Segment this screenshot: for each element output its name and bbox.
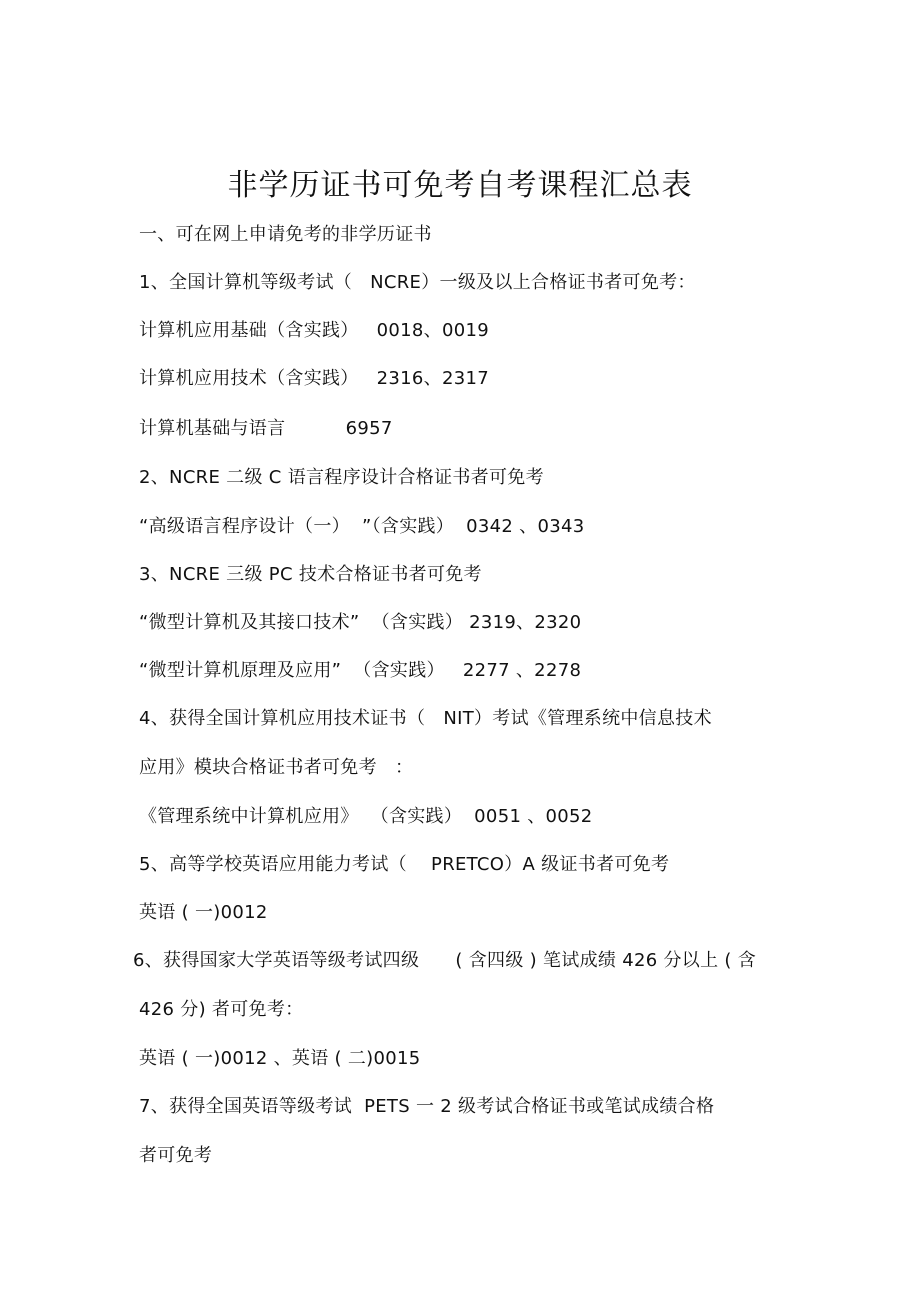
item-6-text: 6、获得国家大学英语等级考试四级 ( 含四级 ) 笔试成绩 426 分以上 ( 含: [133, 950, 757, 971]
item-5-text: 5、高等学校英语应用能力考试（ PRETCO）A 级证书者可免考: [139, 854, 670, 875]
item-4-course: 《管理系统中计算机应用》 （含实践） 0051 、0052: [139, 806, 593, 827]
item-2-text: 2、NCRE 二级 C 语言程序设计合格证书者可免考: [139, 467, 544, 488]
item-6-text-cont: 426 分) 者可免考：: [139, 999, 304, 1020]
item-7-text-cont: 者可免考: [139, 1145, 213, 1166]
item-5-course: 英语 ( 一)0012: [139, 902, 268, 923]
section-heading: 一、可在网上申请免考的非学历证书: [139, 224, 432, 245]
item-2-course: “高级语言程序设计（一） ”（含实践） 0342 、0343: [139, 516, 585, 537]
item-1-course-3: 计算机基础与语言 6957: [139, 418, 393, 439]
item-7-text: 7、获得全国英语等级考试 PETS 一 2 级考试合格证书或笔试成绩合格: [139, 1096, 715, 1117]
item-1-course-2: 计算机应用技术（含实践） 2316、2317: [139, 368, 489, 389]
item-4-text: 4、获得全国计算机应用技术证书（ NIT）考试《管理系统中信息技术: [139, 708, 712, 729]
item-3-text: 3、NCRE 三级 PC 技术合格证书者可免考: [139, 564, 482, 585]
document-title: 非学历证书可免考自考课程汇总表: [227, 168, 693, 203]
item-3-course-2: “微型计算机原理及应用” （含实践） 2277 、2278: [139, 660, 582, 681]
item-1-text: 1、全国计算机等级考试（ NCRE）一级及以上合格证书者可免考：: [139, 272, 696, 293]
item-1-course-1: 计算机应用基础（含实践） 0018、0019: [139, 320, 489, 341]
item-6-course: 英语 ( 一)0012 、英语 ( 二)0015: [139, 1048, 421, 1069]
item-4-text-cont: 应用》模块合格证书者可免考 ：: [139, 757, 414, 778]
item-3-course-1: “微型计算机及其接口技术” （含实践） 2319、2320: [139, 612, 582, 633]
